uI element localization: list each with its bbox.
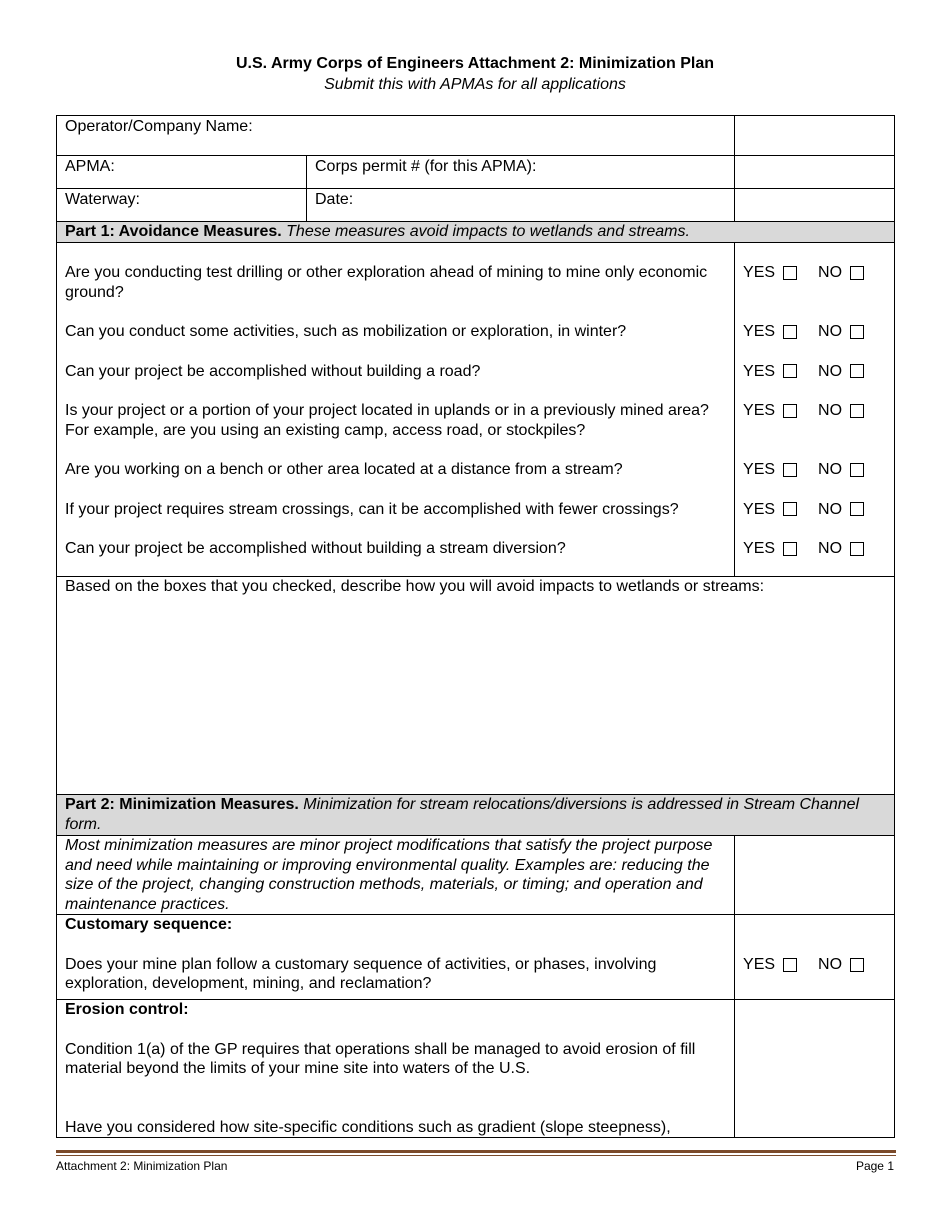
customary-question: Does your mine plan follow a customary sequence of activities, or phases, involving exploration, development, mining, and reclamation? (65, 955, 657, 992)
erosion-heading: Erosion control: (65, 1001, 189, 1018)
footer-rule-thin (56, 1155, 896, 1156)
date-input[interactable] (735, 189, 895, 222)
operator-input[interactable] (735, 116, 895, 156)
part2-subtitle: Minimization for stream relocations/diversions is addressed in Stream Channel form. (65, 796, 860, 833)
no-checkbox[interactable] (850, 502, 864, 516)
erosion-control-row (57, 1000, 895, 1138)
operator-row (57, 116, 895, 156)
part2-intro-response[interactable] (735, 836, 895, 915)
page-subtitle: Submit this with APMAs for all applications (324, 76, 626, 93)
part1-describe-row (57, 577, 895, 795)
erosion-response[interactable] (735, 1000, 895, 1138)
operator-label: Operator/Company Name: (65, 118, 253, 135)
question-uplands: Is your project or a portion of your project located in uplands or in a previously mined area? For example, are you using an existing camp, access road, or stockpiles? (65, 402, 709, 439)
apma-label: APMA: (65, 158, 115, 175)
no-checkbox[interactable] (850, 266, 864, 280)
corps-permit-input[interactable] (735, 156, 895, 189)
part1-title: Part 1: Avoidance Measures. (65, 223, 282, 240)
no-checkbox[interactable] (850, 958, 864, 972)
yes-no-test-drilling: YES NO (743, 263, 886, 283)
part1-questions-row (57, 243, 895, 577)
yes-no-customary-sequence: YES NO (743, 955, 886, 975)
question-no-road: Can your project be accomplished without building a road? (65, 362, 481, 380)
yes-no-no-diversion: YES NO (743, 539, 886, 559)
yes-checkbox[interactable] (783, 404, 797, 418)
avoidance-description-area[interactable] (57, 577, 895, 795)
footer-page-number: Page 1 (855, 1159, 894, 1173)
erosion-condition: Condition 1(a) of the GP requires that operations shall be managed to avoid erosion of fill material beyond the limits of your mine site into waters of the U.S. (65, 1040, 696, 1077)
question-fewer-crossings: If your project requires stream crossings, can it be accomplished with fewer crossings? (65, 500, 679, 518)
question-bench-distance: Are you working on a bench or other area located at a distance from a stream? (65, 461, 623, 478)
no-checkbox[interactable] (850, 542, 864, 556)
yes-checkbox[interactable] (783, 364, 797, 378)
yes-checkbox[interactable] (783, 542, 797, 556)
date-label: Date: (315, 191, 354, 208)
part2-header-row (57, 795, 895, 836)
yes-checkbox[interactable] (783, 958, 797, 972)
yes-checkbox[interactable] (783, 266, 797, 280)
yes-checkbox[interactable] (783, 502, 797, 516)
part1-header-row (57, 222, 895, 243)
no-checkbox[interactable] (850, 364, 864, 378)
question-no-diversion: Can your project be accomplished without building a stream diversion? (65, 540, 566, 557)
yes-no-uplands: YES NO (743, 401, 886, 421)
no-checkbox[interactable] (850, 404, 864, 418)
part1-subtitle: These measures avoid impacts to wetlands and streams. (286, 223, 690, 240)
no-checkbox[interactable] (850, 463, 864, 477)
describe-prompt: Based on the boxes that you checked, describe how you will avoid impacts to wetlands or streams: (65, 578, 765, 595)
minimization-plan-form (56, 115, 895, 1138)
no-checkbox[interactable] (850, 325, 864, 339)
part2-intro-row (57, 836, 895, 915)
yes-checkbox[interactable] (783, 325, 797, 339)
part2-intro: Most minimization measures are minor project modifications that satisfy the project purpose and need while maintaining or improving environmental quality. Examples are: reducing the size of the project, changing construction methods, materials, or timing; and operation and maintenance practices. (65, 837, 713, 913)
erosion-question: Have you considered how site-specific conditions such as gradient (slope steepness), (65, 1118, 671, 1136)
apma-row (57, 156, 895, 189)
waterway-label: Waterway: (65, 191, 140, 208)
yes-checkbox[interactable] (783, 463, 797, 477)
question-winter-activities: Can you conduct some activities, such as mobilization or exploration, in winter? (65, 323, 627, 340)
yes-no-bench-distance: YES NO (743, 460, 886, 480)
footer-rule (56, 1150, 896, 1153)
part2-title: Part 2: Minimization Measures. (65, 796, 299, 813)
question-test-drilling: Are you conducting test drilling or other exploration ahead of mining to mine only economic ground? (65, 264, 708, 301)
page-title: U.S. Army Corps of Engineers Attachment 2: Minimization Plan (236, 55, 714, 72)
customary-sequence-row (57, 915, 895, 1000)
footer-document-name: Attachment 2: Minimization Plan (56, 1159, 228, 1173)
yes-no-no-road: YES NO (743, 362, 886, 382)
customary-heading: Customary sequence: (65, 916, 233, 933)
waterway-row (57, 189, 895, 222)
yes-no-winter-activities: YES NO (743, 322, 886, 342)
corps-permit-label: Corps permit # (for this APMA): (315, 158, 537, 175)
yes-no-fewer-crossings: YES NO (743, 500, 886, 520)
